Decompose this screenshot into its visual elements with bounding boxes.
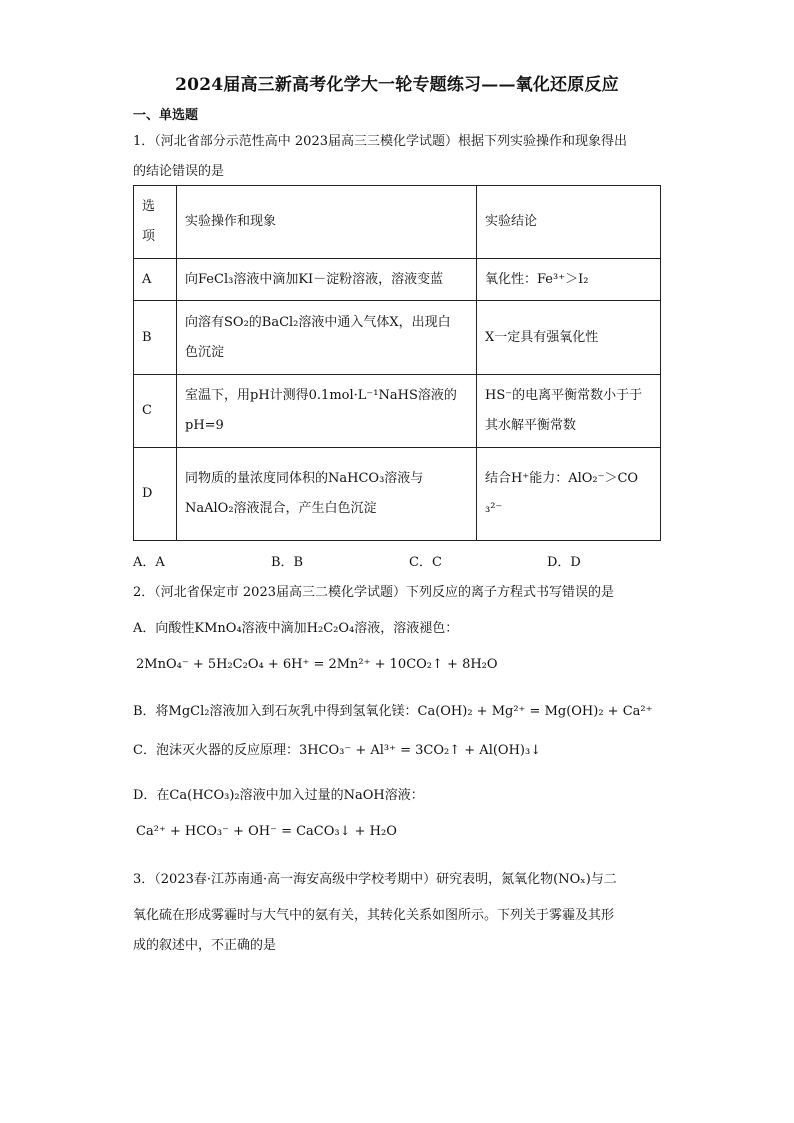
row-conclusion-line: ₃²⁻ — [485, 501, 503, 516]
row-operation-line: pH=9 — [185, 418, 224, 433]
row-operation-line: 向FeCl₃溶液中滴加KI－淀粉溶液，溶液变蓝 — [185, 271, 444, 287]
q3-stem-line2: 氧化硫在形成雾霾时与大气中的氨有关，其转化关系如图所示。下列关于雾霾及其形 — [133, 908, 615, 923]
row-operation — [177, 448, 477, 541]
row-option: A — [134, 259, 177, 301]
section-heading: 一、单选题 — [133, 108, 199, 123]
table-row — [134, 259, 661, 301]
row-operation-line: 向溶有SO₂的BaCl₂溶液中通入气体X，出现白 — [185, 314, 451, 330]
q2-option-b: B．将MgCl₂溶液加入到石灰乳中得到氢氧化镁：Ca(OH)₂ + Mg²⁺ = Mg(OH)₂ + Ca²⁺ — [133, 704, 653, 719]
q2-stem: 2．（河北省保定市 2023届高三二模化学试题）下列反应的离子方程式书写错误的是 — [133, 585, 614, 600]
row-conclusion-line: HS⁻的电离平衡常数小于于 — [485, 388, 643, 403]
q3-stem-line1: 3．（2023春·江苏南通·高一海安高级中学校考期中）研究表明，氮氧化物(NOₓ)与二 — [133, 872, 617, 887]
row-operation-line: 色沉淀 — [185, 344, 225, 360]
row-option: D — [134, 448, 177, 541]
q1-stem-line2: 的结论错误的是 — [133, 164, 225, 179]
row-option: C — [134, 375, 177, 448]
row-conclusion — [477, 259, 661, 301]
row-conclusion — [477, 375, 661, 448]
table-row — [134, 448, 661, 541]
row-operation-line: NaAlO₂溶液混合，产生白色沉淀 — [185, 501, 377, 516]
choice-c[interactable]: C．C — [409, 555, 442, 570]
q1-stem-line1: 1．（河北省部分示范性高中 2023届高三三模化学试题）根据下列实验操作和现象得出 — [133, 134, 627, 149]
table-header-row — [134, 186, 661, 259]
row-conclusion-line: 结合H⁺能力：AlO₂⁻＞CO — [485, 471, 639, 486]
row-conclusion-line: 其水解平衡常数 — [485, 418, 577, 433]
row-conclusion-line: 氧化性：Fe³⁺＞I₂ — [485, 271, 589, 287]
header-option-cell — [134, 186, 177, 259]
choice-b[interactable]: B．B — [271, 555, 304, 570]
q2-option-a: A．向酸性KMnO₄溶液中滴加H₂C₂O₄溶液，溶液褪色： — [133, 621, 459, 636]
header-option-label-1: 选 — [142, 199, 156, 214]
table-row — [134, 301, 661, 375]
row-operation — [177, 375, 477, 448]
choice-d[interactable]: D．D — [547, 555, 581, 570]
row-operation — [177, 301, 477, 375]
choice-a[interactable]: A．A — [133, 555, 165, 570]
header-operation: 实验操作和现象 — [177, 186, 477, 259]
q2-option-d-equation: Ca²⁺ + HCO₃⁻ + OH⁻ = CaCO₃↓ + H₂O — [136, 824, 397, 839]
header-option-label-2: 项 — [142, 229, 156, 244]
q3-stem-line3: 成的叙述中，不正确的是 — [133, 938, 277, 953]
row-option: B — [134, 301, 177, 375]
q2-option-a-equation: 2MnO₄⁻ + 5H₂C₂O₄ + 6H⁺ = 2Mn²⁺ + 10CO₂↑ + 8H₂O — [136, 657, 498, 672]
row-operation-line: 同物质的量浓度同体积的NaHCO₃溶液与 — [185, 471, 424, 486]
table-row — [134, 375, 661, 448]
row-conclusion — [477, 301, 661, 375]
q1-table — [133, 185, 661, 541]
document-title: 2024届高三新高考化学大一轮专题练习——氧化还原反应 — [175, 75, 619, 95]
q1-choices — [133, 551, 693, 570]
q2-option-d: D．在Ca(HCO₃)₂溶液中加入过量的NaOH溶液： — [133, 788, 424, 803]
row-conclusion — [477, 448, 661, 541]
row-operation-line: 室温下，用pH计测得0.1mol·L⁻¹NaHS溶液的 — [185, 388, 457, 403]
row-conclusion-line: X一定具有强氧化性 — [485, 329, 599, 345]
row-operation — [177, 259, 477, 301]
q2-option-c: C．泡沫灭火器的反应原理：3HCO₃⁻ + Al³⁺ = 3CO₂↑ + Al(OH)₃↓ — [133, 743, 542, 758]
header-conclusion: 实验结论 — [477, 186, 661, 259]
